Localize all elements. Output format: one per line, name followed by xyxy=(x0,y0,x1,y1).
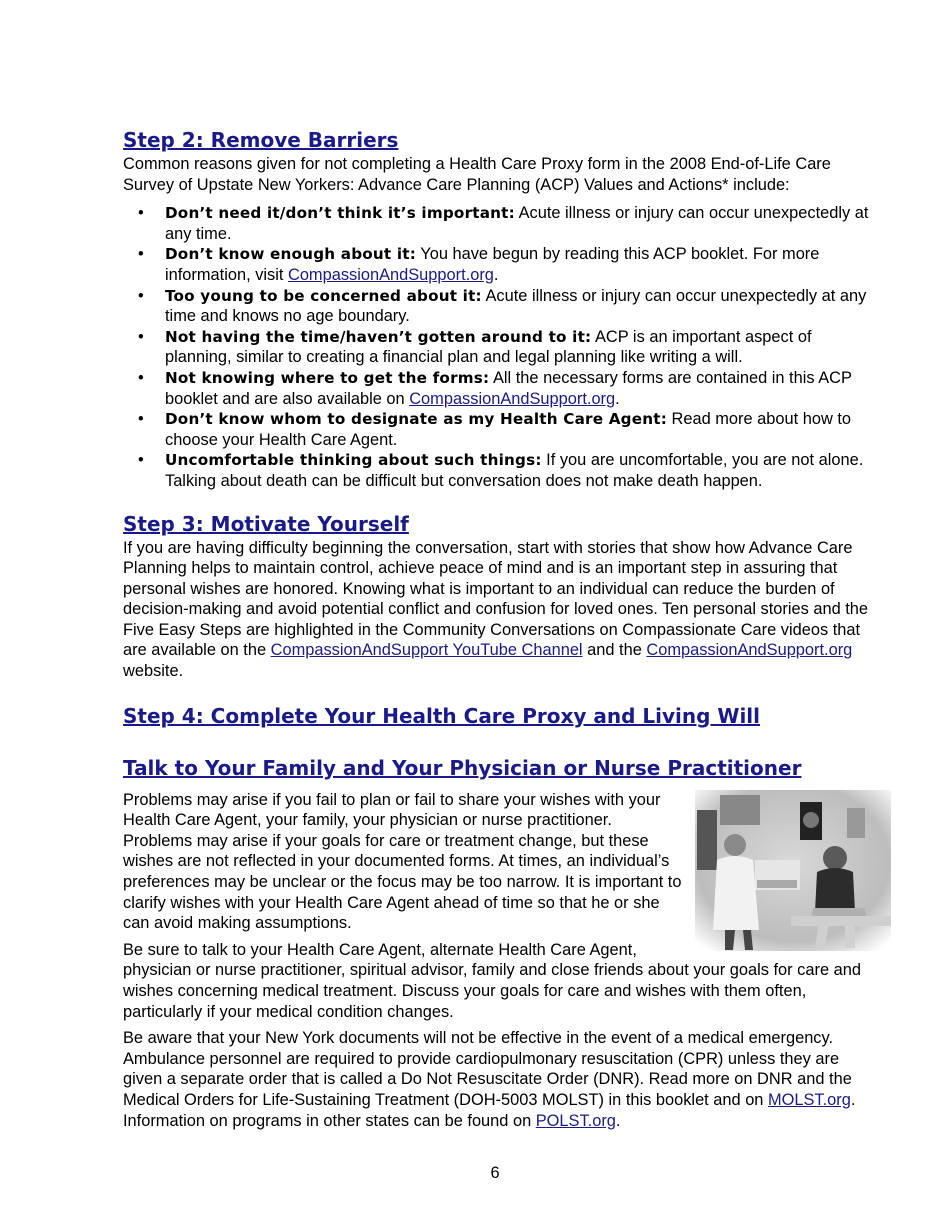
list-item: • Uncomfortable thinking about such things: If you are uncomfortable, you are not alone. Talking about death can be difficult but conversation does not make death happen. xyxy=(138,451,864,490)
list-item: • Don’t know enough about it: You have begun by reading this ACP booklet. For more information, visit CompassionAndSupport.org. xyxy=(138,245,820,284)
molst-link[interactable]: MOLST.org xyxy=(767,1090,851,1109)
compassion-support-link[interactable]: CompassionAndSupport.org xyxy=(409,389,616,408)
youtube-channel-link[interactable]: CompassionAndSupport YouTube Channel xyxy=(270,641,583,660)
step3-paragraph: If you are having difficulty beginning the conversation, start with stories that show how Advance Care Planning helps to maintain control, achieve peace of mind and is an important step in assuring that personal wishes are honored. Knowing what is important to an individual can reduce the burden of decision-making and avoid potential conflict and confusion for loved ones. Ten personal stories and the Five Easy Steps are highlighted in the Community Conversations on Compassionate Care videos that are available on the CompassionAndSupport YouTube Channel and the CompassionAndSupport.org website. xyxy=(123,538,869,681)
document-page xyxy=(123,126,873,1131)
step2-heading: Step 2: Remove Barriers xyxy=(123,128,399,152)
list-item: • Don’t need it/don’t think it’s important: Acute illness or injury can occur unexpectedly at any time. xyxy=(138,204,869,243)
step4-subheading: Talk to Your Family and Your Physician or Nurse Practitioner xyxy=(123,755,802,780)
step4-heading: Step 4: Complete Your Health Care Proxy and Living Will xyxy=(123,703,761,728)
list-item: • Don’t know whom to designate as my Health Care Agent: Read more about how to choose your Health Care Agent. xyxy=(138,410,852,449)
polst-link[interactable]: POLST.org xyxy=(535,1111,616,1130)
list-item: • Too young to be concerned about it: Acute illness or injury can occur unexpectedly at any time and knows no age boundary. xyxy=(138,286,867,326)
step4-paragraph-2: Be sure to talk to your Health Care Agent, alternate Health Care Agent, physician or nurse practitioner, spiritual advisor, family and close friends about your goals for care and wishes concerning medical treatment. Discuss your goals for care and wishes with them often, particularly if your medical condition changes. xyxy=(123,940,861,1021)
page-number: 6 xyxy=(490,1164,500,1182)
step3-heading: Step 3: Motivate Yourself xyxy=(123,511,409,536)
barriers-list xyxy=(123,203,873,491)
doctor-patient-photo xyxy=(695,790,891,951)
list-item: • Not having the time/haven’t gotten around to it: ACP is an important aspect of planning, similar to creating a financial plan and legal planning like writing a will. xyxy=(138,327,812,367)
list-item: • Not knowing where to get the forms: All the necessary forms are contained in this ACP booklet and are also available on CompassionAndSupport.org. xyxy=(138,368,852,408)
step4-paragraph-1: Problems may arise if you fail to plan or fail to share your wishes with your Health Care Agent, your family, your physician or nurse practitioner. Problems may arise if your goals for care or treatment change, but these wishes are not reflected in your documented forms. At times, an individual’s preferences may be unclear or the focus may be too narrow. It is important to clarify wishes with your Health Care Agent ahead of time so that he or she can avoid making assumptions. xyxy=(123,790,682,933)
step4-paragraph-3: Be aware that your New York documents will not be effective in the event of a medical emergency. Ambulance personnel are required to provide cardiopulmonary resuscitation (CPR) unless they are given a separate order that is called a Do Not Resuscitate Order (DNR). Read more on DNR and the Medical Orders for Life-Sustaining Treatment (DOH-5003 MOLST) in this booklet and on MOLST.org. Information on programs in other states can be found on POLST.org. xyxy=(123,1029,856,1130)
step2-intro: Common reasons given for not completing a Health Care Proxy form in the 2008 End-of-Life Care Survey of Upstate New Yorkers: Advance Care Planning (ACP) Values and Actions* include: xyxy=(123,155,831,194)
compassion-support-link[interactable]: CompassionAndSupport.org xyxy=(646,641,853,660)
compassion-support-link[interactable]: CompassionAndSupport.org xyxy=(287,265,494,284)
